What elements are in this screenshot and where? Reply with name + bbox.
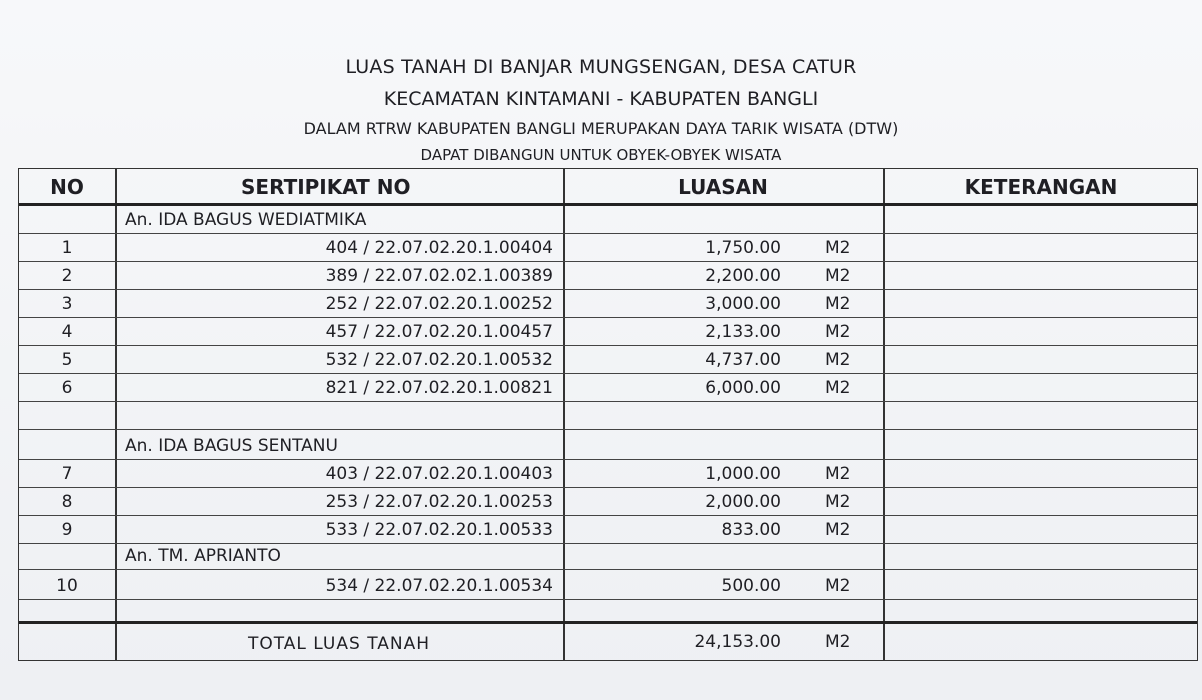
row-no: 8 [61, 492, 73, 512]
row-no: 10 [56, 576, 78, 596]
row-divider [19, 289, 1197, 290]
row-unit: M2 [825, 266, 851, 286]
header-no: NO [50, 175, 84, 199]
header-sertipikat: SERTIPIKAT NO [241, 175, 411, 199]
column-divider [563, 169, 565, 660]
row-cert: 252 / 22.07.02.20.1.00252 [325, 294, 553, 314]
land-area-table [18, 168, 1198, 661]
row-area: 2,000.00 [705, 492, 781, 512]
title-line-2: KECAMATAN KINTAMANI - KABUPATEN BANGLI [383, 88, 819, 110]
owner-label: An. IDA BAGUS WEDIATMIKA [125, 210, 367, 230]
row-divider [19, 261, 1197, 262]
title-line-3: DALAM RTRW KABUPATEN BANGLI MERUPAKAN DAYA TARIK WISATA (DTW) [303, 119, 899, 138]
row-cert: 534 / 22.07.02.20.1.00534 [325, 576, 553, 596]
row-unit: M2 [825, 378, 851, 398]
header-luasan: LUASAN [678, 175, 768, 199]
row-unit: M2 [825, 520, 851, 540]
row-cert: 253 / 22.07.02.20.1.00253 [325, 492, 553, 512]
row-unit: M2 [825, 464, 851, 484]
header-keterangan: KETERANGAN [964, 175, 1118, 199]
total-unit: M2 [825, 632, 851, 652]
row-no: 1 [61, 238, 73, 258]
row-unit: M2 [825, 322, 851, 342]
row-cert: 389 / 22.07.02.02.1.00389 [325, 266, 553, 286]
row-unit: M2 [825, 238, 851, 258]
row-no: 4 [61, 322, 73, 342]
row-cert: 404 / 22.07.02.20.1.00404 [325, 238, 553, 258]
row-divider [19, 345, 1197, 346]
total-label: TOTAL LUAS TANAH [247, 634, 431, 654]
row-unit: M2 [825, 350, 851, 370]
row-area: 1,000.00 [705, 464, 781, 484]
row-divider [19, 401, 1197, 402]
row-divider [19, 487, 1197, 488]
row-no: 2 [61, 266, 73, 286]
row-cert: 533 / 22.07.02.20.1.00533 [325, 520, 553, 540]
title-line-4: DAPAT DIBANGUN UNTUK OBYEK-OBYEK WISATA [420, 146, 782, 164]
row-area: 2,200.00 [705, 266, 781, 286]
row-divider [19, 459, 1197, 460]
row-divider [19, 373, 1197, 374]
row-no: 9 [61, 520, 73, 540]
row-cert: 821 / 22.07.02.20.1.00821 [325, 378, 553, 398]
header-divider [19, 203, 1197, 206]
row-area: 6,000.00 [705, 378, 781, 398]
total-area: 24,153.00 [694, 632, 781, 652]
row-no: 3 [61, 294, 73, 314]
owner-label: An. IDA BAGUS SENTANU [125, 436, 338, 456]
row-divider [19, 599, 1197, 600]
row-cert: 532 / 22.07.02.20.1.00532 [325, 350, 553, 370]
row-area: 1,750.00 [705, 238, 781, 258]
row-area: 2,133.00 [705, 322, 781, 342]
row-no: 5 [61, 350, 73, 370]
row-divider [19, 429, 1197, 430]
row-divider [19, 317, 1197, 318]
owner-label: An. TM. APRIANTO [125, 546, 281, 566]
row-area: 4,737.00 [705, 350, 781, 370]
total-divider [19, 621, 1197, 624]
row-divider [19, 233, 1197, 234]
title-line-1: LUAS TANAH DI BANJAR MUNGSENGAN, DESA CATUR [345, 56, 857, 78]
row-unit: M2 [825, 294, 851, 314]
row-divider [19, 515, 1197, 516]
row-no: 6 [61, 378, 73, 398]
row-cert: 457 / 22.07.02.20.1.00457 [325, 322, 553, 342]
row-divider [19, 569, 1197, 570]
row-cert: 403 / 22.07.02.20.1.00403 [325, 464, 553, 484]
row-area: 3,000.00 [705, 294, 781, 314]
row-area: 500.00 [721, 576, 781, 596]
row-unit: M2 [825, 492, 851, 512]
row-unit: M2 [825, 576, 851, 596]
row-no: 7 [61, 464, 73, 484]
row-area: 833.00 [721, 520, 781, 540]
